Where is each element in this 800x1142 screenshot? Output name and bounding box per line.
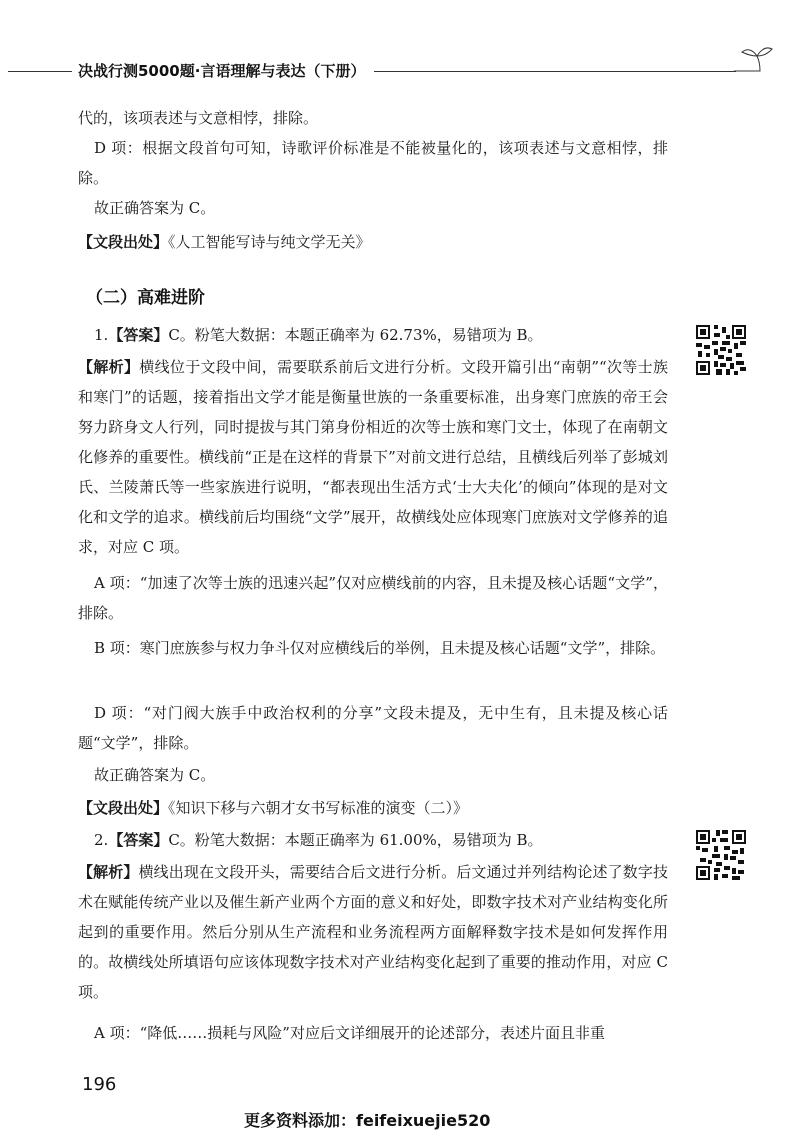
q1-analysis-text: 横线位于文段中间，需要联系前后文进行分析。文段开篇引出“南朝”“次等士族和寒门”的话题，接着指出文学才能是衡量世族的一条重要标准，出身寒门庶族的帝王会努力跻身文人行列，同时提拔与其门第身份相近的次等士族和寒门文士，体现了在南朝文化修养的重要性。横线前“正是在这样的背景下”对前文进行总结，且横线后列举了彭城刘氏、兰陵萧氏等一些家族进行说明，“都表现出生活方式‘士大夫化’的倾向”体现的是对文化和文学的追求。横线前后均围绕“文学”展开，故横线处应体现寒门庶族对文学修养的追求，对应 C 项。 (78, 358, 668, 556)
q1-option-b: B 项：寒门庶族参与权力争斗仅对应横线后的举例，且未提及核心话题“文学”，排除。 (94, 639, 666, 657)
q1-answer-label: 【答案】 (108, 326, 169, 344)
qr-code-icon[interactable] (696, 325, 746, 375)
answer-conclusion: 故正确答案为 C。 (94, 199, 216, 217)
q2-number: 2. (94, 831, 109, 849)
book-title: 决战行测5000题·言语理解与表达（下册） (78, 62, 366, 80)
running-header (0, 56, 800, 86)
footer-note: 更多资料添加：feifeixuejie520 (244, 1111, 491, 1130)
page-number: 196 (82, 1074, 117, 1095)
q2-answer-text: C。粉笔大数据：本题正确率为 61.00%，易错项为 B。 (168, 831, 543, 849)
q2-analysis-label: 【解析】 (78, 863, 139, 881)
q1-source-label: 【文段出处】 (78, 799, 169, 817)
q2-answer-label: 【答案】 (108, 831, 169, 849)
q2-answer-line (78, 825, 668, 855)
q1-number: 1. (94, 326, 109, 344)
q1-conclusion: 故正确答案为 C。 (94, 766, 216, 784)
q1-analysis (78, 352, 668, 562)
paragraph-continuation: 代的，该项表述与文意相悖，排除。 (78, 109, 319, 127)
q1-source-text: 《知识下移与六朝才女书写标准的演变（二）》 (168, 799, 469, 817)
section-title: （二）高难进阶 (86, 288, 205, 308)
source-text: 《人工智能写诗与纯文学无关》 (168, 233, 371, 251)
q1-option-d: D 项：“对门阀大族手中政治权利的分享”文段未提及，无中生有，且未提及核心话题“文学”，排除。 (78, 704, 668, 752)
option-d-paragraph: D 项：根据文段首句可知，诗歌评价标准是不能被量化的，该项表述与文意相悖，排除。 (78, 139, 668, 187)
q2-analysis (78, 857, 668, 1007)
q1-option-a: A 项：“加速了次等士族的迅速兴起”仅对应横线前的内容，且未提及核心话题“文学”，排除。 (78, 574, 668, 622)
header-rule-left (8, 71, 72, 72)
source-label: 【文段出处】 (78, 233, 169, 251)
sprout-icon (730, 44, 774, 78)
q2-analysis-text: 横线出现在文段开头，需要结合后文进行分析。后文通过并列结构论述了数字技术在赋能传统产业以及催生新产业两个方面的意义和好处，即数字技术对产业结构变化所起到的重要作用。然后分别从生产流程和业务流程两方面解释数字技术是如何发挥作用的。故横线处所填语句应该体现数字技术对产业结构变化起到了重要的推动作用，对应 C 项。 (78, 863, 668, 1001)
qr-code-icon[interactable] (696, 830, 746, 880)
source-line (78, 227, 668, 257)
q1-source-line (78, 793, 668, 823)
q1-analysis-label: 【解析】 (78, 358, 140, 376)
q1-answer-line (78, 320, 668, 350)
header-rule-right (374, 71, 736, 72)
q2-option-a: A 项：“降低……损耗与风险”对应后文详细展开的论述部分，表述片面且非重 (94, 1024, 605, 1042)
q1-answer-text: C。粉笔大数据：本题正确率为 62.73%，易错项为 B。 (168, 326, 543, 344)
